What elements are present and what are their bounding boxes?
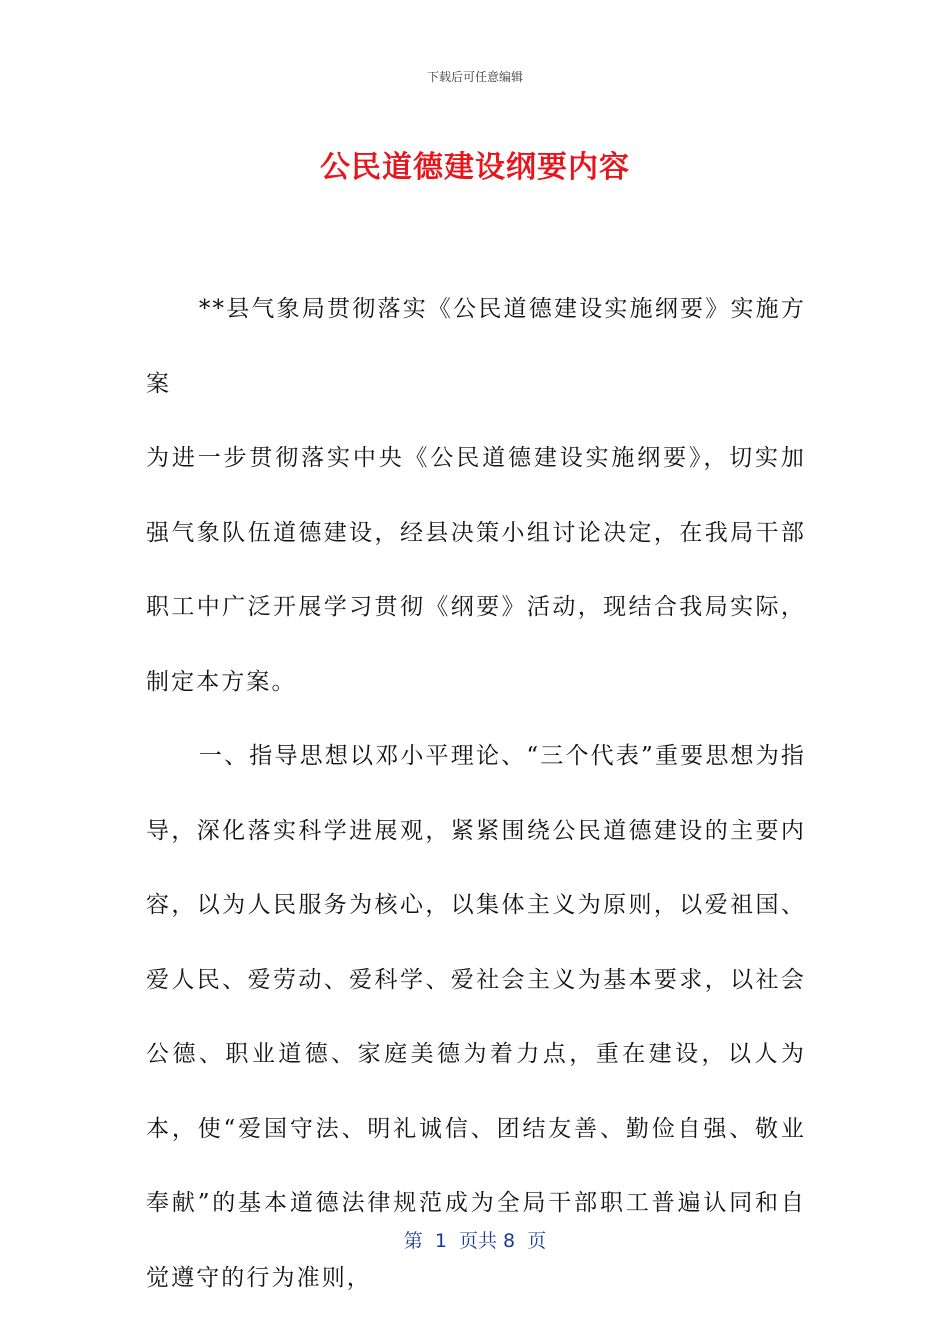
document-title: 公民道德建设纲要内容 bbox=[320, 150, 630, 185]
paragraph-heading: **县气象局贯彻落实《公民道德建设实施纲要》实施方案 bbox=[146, 296, 806, 397]
paragraph-intro: 为进一步贯彻落实中央《公民道德建设实施纲要》，切实加强气象队伍道德建设，经县决策小组讨论决定，在我局干部职工中广泛开展学习贯彻《纲要》活动，现结合我局实际，制定本方案。 bbox=[146, 445, 806, 695]
page-footer: 第 1 页共 8 页 bbox=[403, 1230, 547, 1252]
header-note: 下载后可任意编辑 bbox=[426, 70, 523, 84]
paragraph-guiding-thought: 一、指导思想以邓小平理论、“三个代表”重要思想为指导，深化落实科学进展观，紧紧围绕公民道德建设的主要内容，以为人民服务为核心，以集体主义为原则，以爱祖国、爱人民、爱劳动、爱科学、爱社会主义为基本要求，以社会公德、职业道德、家庭美德为着力点，重在建设，以人为本，使“爱国守法、明礼诚信、团结友善、勤俭自强、敬业奉献”的基本道德法律规范成为全局干部职工普遍认同和自觉遵守的行为准则， bbox=[146, 743, 806, 1291]
document-body bbox=[146, 272, 806, 1315]
